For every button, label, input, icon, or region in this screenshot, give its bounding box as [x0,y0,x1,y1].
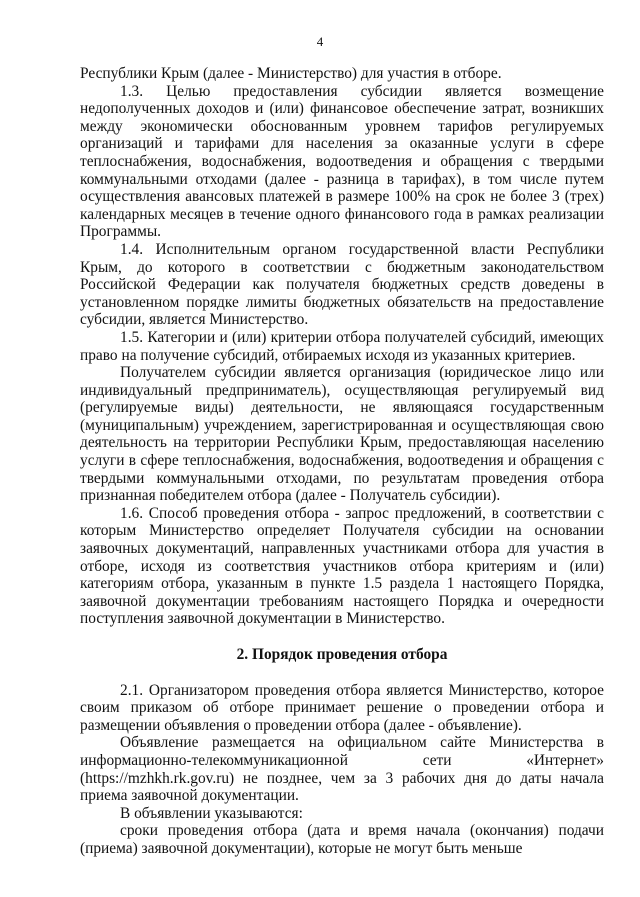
paragraph: Получателем субсидии является организация (юридическое лицо или индивидуальный предприниматель), осуществляющая регулируемый вид (регулируемые виды) деятельности, не являющаяся государственным (муниципальным) учреждением, зарегистрированная и осуществляющая свою деятельность на территории Республики Крым, предоставляющая населению услуги в сфере теплоснабжения, водоснабжения, водоотведения и обращения с твердыми коммунальными отходами, по результатам проведения отбора признанная победителем отбора (далее - Получатель субсидии). [80,364,604,505]
section-heading: 2. Порядок проведения отбора [236,646,448,663]
paragraph: В объявлении указываются: [120,804,303,822]
paragraph: 2.1. Организатором проведения отбора является Министерство, которое своим приказом об отборе принимает решение о проведении отбора и размещении объявления о проведении отбора (далее - объявление). [80,681,604,734]
page-number: 4 [316,34,324,49]
paragraph: 1.3. Целью предоставления субсидии является возмещение недополученных доходов и (или) финансовое обеспечение затрат, возникших между экономически обоснованным уровнем тарифов регулируемых организаций и тарифами для населения за оказанные услуги в сфере теплоснабжения, водоснабжения, водоотведения и обращения с твердыми коммунальными отходами (далее - разница в тарифах), в том числе путем осуществления авансовых платежей в размере 100% на срок не более 3 (трех) календарных месяцев в течение одного финансового года в рамках реализации Программы. [80,82,604,241]
paragraph: 1.4. Исполнительным органом государственной власти Республики Крым, до которого в соответствии с бюджетным законодательством Российской Федерации как получателя бюджетных средств доведены в установленном порядке лимиты бюджетных обязательств на предоставление субсидии, является Министерство. [80,240,604,329]
paragraph: 1.6. Способ проведения отбора - запрос предложений, в соответствии с которым Министерство определяет Получателя субсидии на основании заявочных документаций, направленных участниками отбора для участия в отборе, исходя из соответствия участников отбора критериям и (или) категориям отбора, указанным в пункте 1.5 раздела 1 настоящего Порядка, заявочной документации требованиям настоящего Порядка и очередности поступления заявочной документации в Министерство. [80,504,604,628]
section-2-paragraphs [80,682,604,858]
paragraph: сроки проведения отбора (дата и время начала (окончания) подачи (приема) заявочной документации), которые не могут быть меньше [80,822,604,857]
section-1-paragraphs [80,65,604,628]
paragraph: Объявление размещается на официальном сайте Министерства в информационно-телекоммуникационной сети «Интернет» (https://mzhkh.rk.gov.ru) не позднее, чем за 3 рабочих дня до даты начала приема заявочной документации. [80,734,604,805]
paragraph: Республики Крым (далее - Министерство) для участия в отборе. [80,65,502,82]
paragraph: 1.5. Категории и (или) критерии отбора получателей субсидий, имеющих право на получение субсидий, отбираемых исходя из указанных критериев. [80,328,604,364]
page-content [80,65,604,858]
